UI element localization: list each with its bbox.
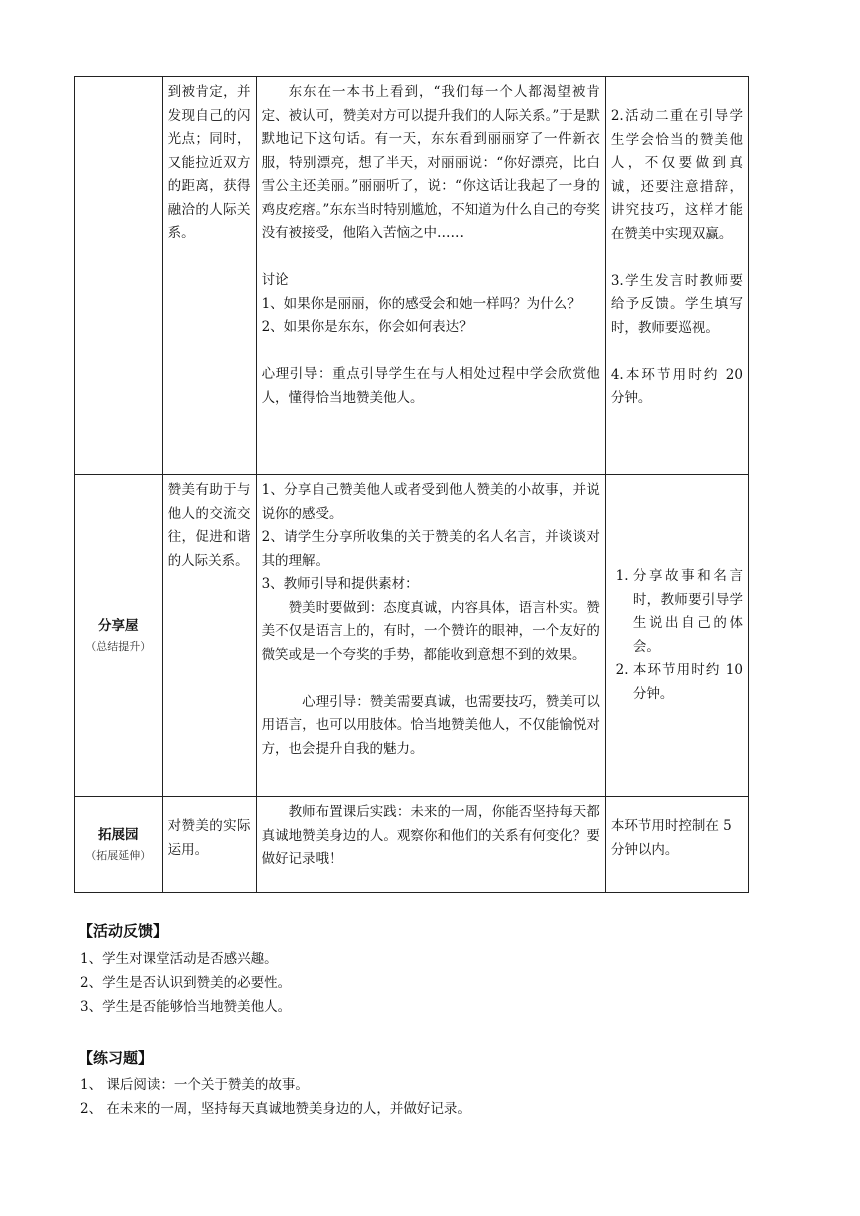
note-item: 2. 本环节用时约 10 分钟。	[633, 659, 743, 706]
section-title: 分享屋	[98, 617, 139, 634]
list-item: 1、学生对课堂活动是否感兴趣。	[80, 951, 278, 967]
table-row	[75, 77, 749, 475]
question-1: 1、如果你是丽丽，你的感受会和她一样吗？为什么？	[261, 295, 581, 312]
discuss-title: 讨论	[261, 272, 289, 288]
feedback-list	[80, 947, 291, 1019]
guide-text: 心理引导：赞美需要真诚，也需要技巧，赞美可以用语言，也可以用肢体。恰当地赞美他人，不仅能愉悦对方，也会提升自我的魅力。	[261, 693, 600, 757]
note-list	[611, 565, 743, 706]
note-item: 本环节用时控制在 5 分钟以内。	[610, 818, 732, 858]
goal-cell	[162, 475, 256, 797]
goal-text: 赞美有助于与他人的交流交往，促进和谐的人际关系。	[167, 482, 251, 569]
content-text: 教师布置课后实践：未来的一周，你能否坚持每天都真诚地赞美身边的人。观察你和他们的关系有何变化？要做好记录哦！	[261, 804, 600, 867]
story-text: 东东在一本书上看到，“我们每一个人都渴望被肯定、被认可，赞美对方可以提升我们的人际关系。”于是默默地记下这句话。有一天，东东看到丽丽穿了一件新衣服，特别漂亮，想了半天，对丽丽说：“你好漂亮，比白雪公主还美丽。”丽丽听了，说：“你这话让我起了一身的鸡皮疙瘩。”东东当时特别尴尬，不知道为什么自己的夸奖没有被接受，他陷入苦恼之中……	[261, 84, 600, 241]
note-item: 2.活动二重在引导学生学会恰当的赞美他人，不仅要做到真诚，还要注意措辞，讲究技巧，这样才能在赞美中实现双赢。	[610, 108, 743, 242]
list-item: 2、 在未来的一周，坚持每天真诚地赞美身边的人，并做好记录。	[80, 1101, 471, 1117]
activity-item: 3、教师引导和提供素材：	[261, 576, 419, 592]
note-item: 3.学生发言时教师要给予反馈。学生填写时，教师要巡视。	[610, 272, 743, 336]
list-item: 2、学生是否认识到赞美的必要性。	[80, 975, 292, 991]
note-item: 1. 分享故事和名言时，教师要引导学生说出自己的体会。	[633, 565, 743, 659]
goal-cell	[162, 77, 256, 475]
note-cell	[605, 475, 748, 797]
material-text: 赞美时要做到：态度真诚，内容具体，语言朴实。赞美不仅是语言上的，有时，一个赞许的眼神，一个友好的微笑或是一个夸奖的手势，都能收到意想不到的效果。	[261, 599, 600, 663]
note-cell	[605, 797, 748, 893]
goal-cell	[162, 797, 256, 893]
note-cell	[605, 77, 748, 475]
list-item: 1、 课后阅读：一个关于赞美的故事。	[80, 1077, 309, 1093]
goal-text: 对赞美的实际运用。	[167, 818, 251, 858]
section-subtitle: （总结提升）	[85, 639, 152, 653]
content-cell	[256, 797, 605, 893]
section-subtitle: （拓展延伸）	[85, 848, 152, 862]
feedback-heading: 【活动反馈】	[78, 922, 169, 940]
section-title: 拓展园	[98, 826, 139, 843]
section-cell	[75, 797, 163, 893]
note-item: 4.本环节用时约 20 分钟。	[610, 366, 743, 406]
content-cell	[256, 77, 605, 475]
guide-text: 心理引导：重点引导学生在与人相处过程中学会欣赏他人，懂得恰当地赞美他人。	[261, 366, 600, 406]
lesson-plan-table	[74, 76, 749, 893]
section-cell	[75, 475, 163, 797]
section-cell	[75, 77, 163, 475]
goal-text: 到被肯定，并发现自己的闪光点；同时，又能拉近双方的距离，获得融洽的人际关系。	[167, 84, 251, 241]
list-item: 3、学生是否能够恰当地赞美他人。	[80, 999, 292, 1015]
content-cell	[256, 475, 605, 797]
activity-item: 1、分享自己赞美他人或者受到他人赞美的小故事，并说说你的感受。	[261, 482, 600, 522]
table-row	[75, 797, 749, 893]
question-2: 2、如果你是东东，你会如何表达？	[261, 319, 473, 335]
exercise-heading: 【练习题】	[78, 1049, 154, 1067]
exercise-list	[80, 1073, 471, 1121]
activity-item: 2、请学生分享所收集的关于赞美的名人名言，并谈谈对其的理解。	[261, 529, 600, 569]
table-row	[75, 475, 749, 797]
